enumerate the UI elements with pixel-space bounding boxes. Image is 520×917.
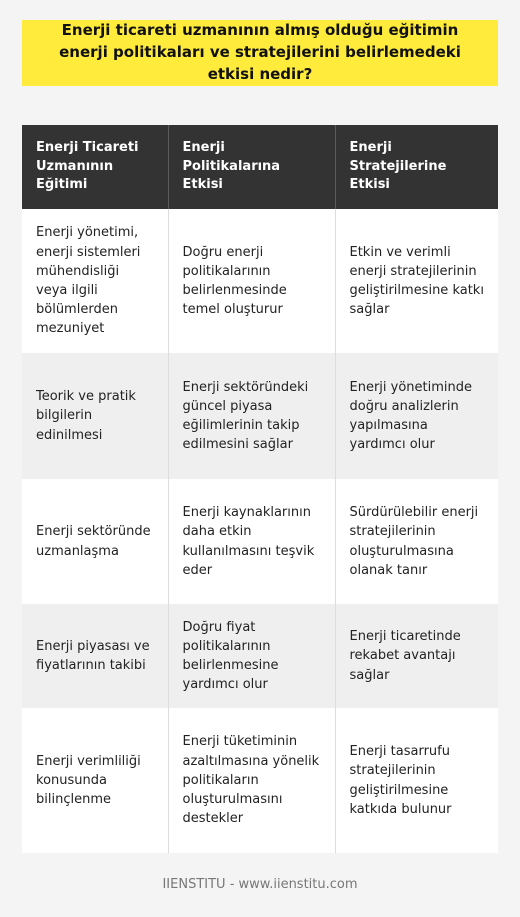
table-cell: Enerji verimliliği konusunda bilinçlenme [22,708,168,853]
table-cell: Etkin ve verimli enerji stratejilerinin geliştirilmesine katkı sağlar [335,209,498,353]
table-cell: Enerji tasarrufu stratejilerinin geliştirilmesine katkıda bulunur [335,708,498,853]
page-title-text: Enerji ticareti uzmanının almış olduğu eğitimin enerji politikaları ve stratejilerini belirlemedeki etkisi nedir? [59,21,461,83]
table-cell: Enerji sektöründeki güncel piyasa eğilimlerinin takip edilmesini sağlar [168,353,335,479]
table-row [22,209,498,353]
table-cell: Enerji ticaretinde rekabet avantajı sağlar [335,604,498,708]
table-cell: Teorik ve pratik bilgilerin edinilmesi [22,353,168,479]
column-header-education: Enerji Ticareti Uzmanının Eğitimi [22,125,168,209]
table-cell: Sürdürülebilir enerji stratejilerinin oluşturulmasına olanak tanır [335,479,498,604]
table-cell: Doğru enerji politikalarının belirlenmesinde temel oluşturur [168,209,335,353]
table-cell: Enerji piyasası ve fiyatlarının takibi [22,604,168,708]
table-cell: Enerji yönetiminde doğru analizlerin yapılmasına yardımcı olur [335,353,498,479]
table-header-row [22,125,498,209]
table-row [22,708,498,853]
table-row [22,604,498,708]
table-cell: Enerji kaynaklarının daha etkin kullanılmasını teşvik eder [168,479,335,604]
table-cell: Enerji yönetimi, enerji sistemleri mühendisliği veya ilgili bölümlerden mezuniyet [22,209,168,353]
column-header-policies: Enerji Politikalarına Etkisi [168,125,335,209]
table-cell: Enerji tüketiminin azaltılmasına yönelik politikaların oluşturulmasını destekler [168,708,335,853]
comparison-table [22,125,498,853]
page-title [22,20,498,86]
column-header-strategies: Enerji Stratejilerine Etkisi [335,125,498,209]
table-cell: Doğru fiyat politikalarının belirlenmesine yardımcı olur [168,604,335,708]
footer-credit: IIENSTITU - www.iienstitu.com [162,877,358,892]
table-cell: Enerji sektöründe uzmanlaşma [22,479,168,604]
table-row [22,479,498,604]
table-row [22,353,498,479]
